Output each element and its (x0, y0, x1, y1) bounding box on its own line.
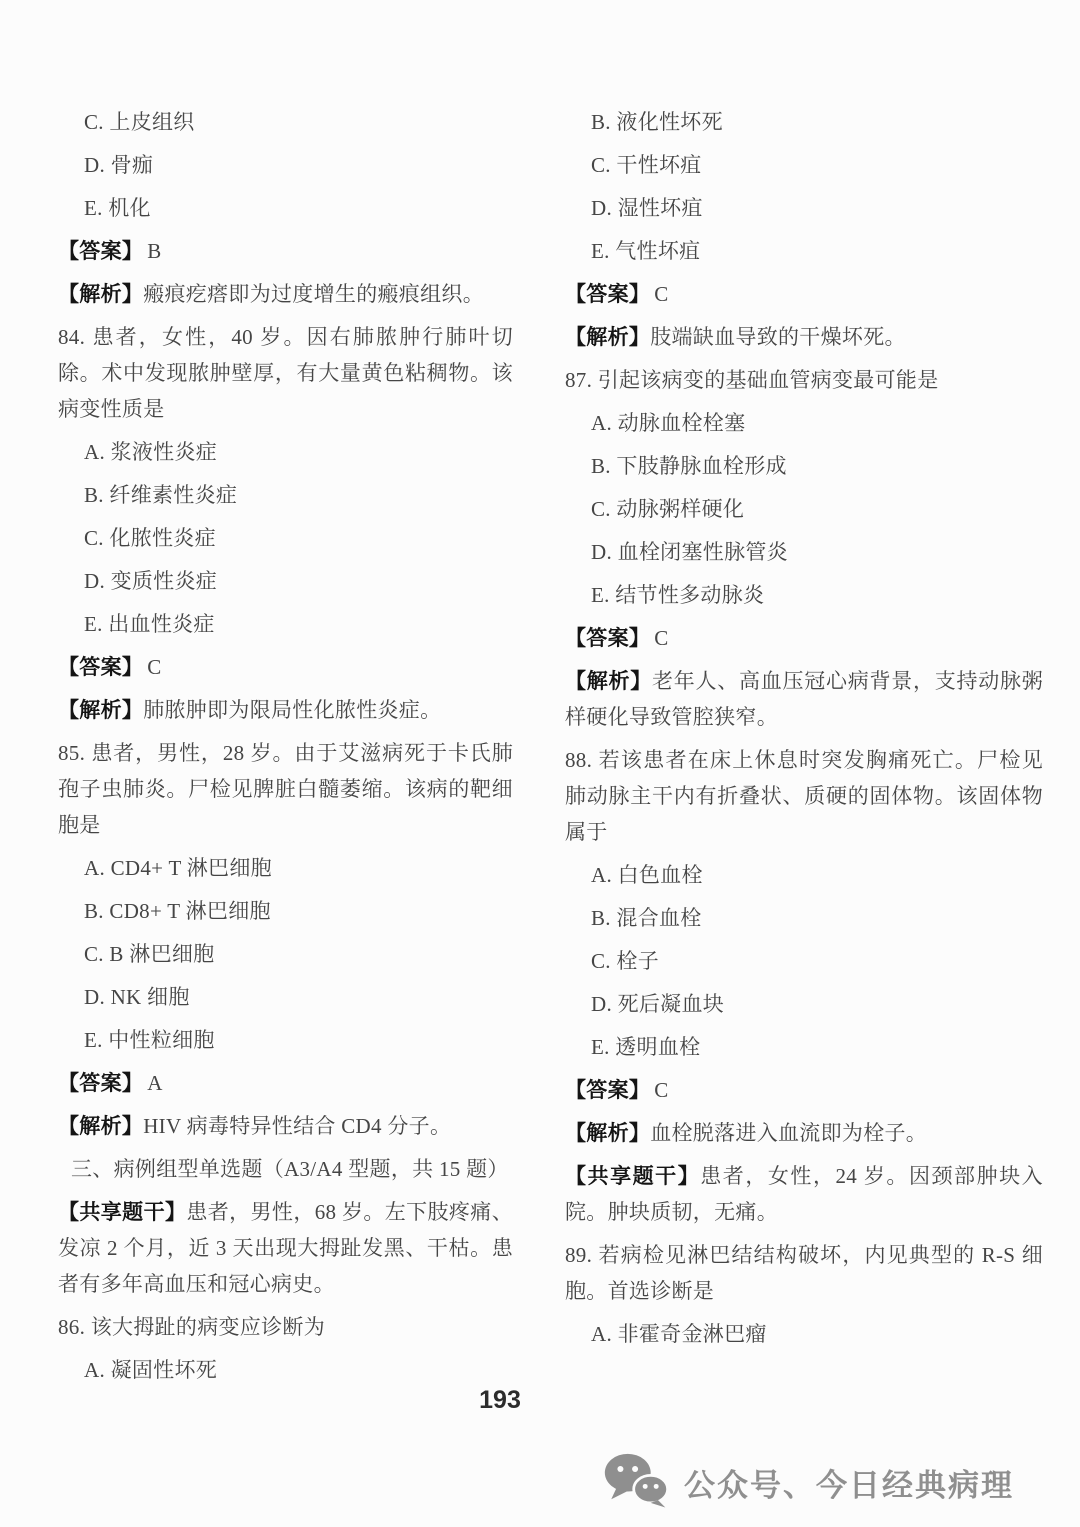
analysis (565, 663, 1043, 735)
question: 87. 引起该病变的基础血管病变最可能是 (565, 368, 939, 392)
answer-line (58, 233, 513, 269)
option: B. 混合血栓 (591, 906, 702, 930)
option: E. 透明血栓 (591, 1035, 701, 1059)
answer-value: C (654, 626, 669, 650)
answer-label: 【答案】 (565, 1078, 651, 1102)
option: C. B 淋巴细胞 (84, 942, 215, 966)
option: E. 机化 (84, 196, 151, 220)
analysis (58, 692, 513, 728)
option: D. NK 细胞 (84, 985, 190, 1009)
answer-line (58, 1065, 513, 1101)
answer-value: C (654, 282, 669, 306)
analysis-text: 肢端缺血导致的干燥坏死。 (650, 325, 906, 349)
option: B. CD8+ T 淋巴细胞 (84, 899, 271, 923)
question: 89. 若病检见淋巴结结构破坏，内见典型的 R-S 细胞。首选诊断是 (565, 1243, 1043, 1303)
shared-stem (58, 1194, 513, 1302)
analysis (58, 1108, 513, 1144)
option: A. 凝固性坏死 (84, 1358, 218, 1382)
analysis-text: HIV 病毒特异性结合 CD4 分子。 (143, 1114, 452, 1138)
left-column (58, 104, 513, 1388)
answer-line (58, 649, 513, 685)
analysis (565, 1115, 1043, 1151)
answer-value: B (147, 239, 162, 263)
answer-line (565, 276, 1043, 312)
option: D. 湿性坏疽 (591, 196, 703, 220)
option: E. 气性坏疽 (591, 239, 701, 263)
page-number: 193 (479, 1386, 521, 1414)
analysis-text: 肺脓肿即为限局性化脓性炎症。 (143, 698, 442, 722)
right-column (565, 104, 1043, 1388)
stem-text: 患者，女性，24 岁。因颈部肿块入院。肿块质韧，无痛。 (565, 1164, 1043, 1224)
option: B. 液化性坏死 (591, 110, 723, 134)
brand-text: 公众号、今日经典病理 (684, 1468, 1014, 1503)
analysis (58, 276, 513, 312)
page-content (58, 104, 1043, 1388)
option: C. 干性坏疽 (591, 153, 702, 177)
option: D. 死后凝血块 (591, 992, 725, 1016)
option: A. 非霍奇金淋巴瘤 (591, 1322, 767, 1346)
analysis-label: 【解析】 (58, 1114, 144, 1138)
answer-value: C (147, 655, 162, 679)
analysis-text: 瘢痕疙瘩即为过度增生的瘢痕组织。 (143, 282, 485, 306)
answer-label: 【答案】 (58, 655, 144, 679)
analysis (565, 319, 1043, 355)
answer-line (565, 1072, 1043, 1108)
analysis-text: 血栓脱落进入血流即为栓子。 (650, 1121, 928, 1145)
option: C. 栓子 (591, 949, 660, 973)
option: A. CD4+ T 淋巴细胞 (84, 856, 272, 880)
wechat-icon (603, 1452, 669, 1513)
analysis-label: 【解析】 (58, 698, 144, 722)
option: B. 纤维素性炎症 (84, 483, 238, 507)
option: A. 浆液性炎症 (84, 440, 218, 464)
option: D. 血栓闭塞性脉管炎 (591, 540, 788, 564)
option: C. 上皮组织 (84, 110, 195, 134)
answer-label: 【答案】 (58, 1071, 144, 1095)
option: D. 变质性炎症 (84, 569, 218, 593)
stem-label: 【共享题干】 (565, 1164, 701, 1188)
analysis-label: 【解析】 (565, 1121, 651, 1145)
shared-stem (565, 1158, 1043, 1230)
answer-line (565, 620, 1043, 656)
question: 88. 若该患者在床上休息时突发胸痛死亡。尸检见肺动脉主干内有折叠状、质硬的固体物。该固体物属于 (565, 748, 1043, 844)
question: 85. 患者，男性，28 岁。由于艾滋病死于卡氏肺孢子虫肺炎。尸检见脾脏白髓萎缩。该病的靶细胞是 (58, 741, 513, 837)
answer-label: 【答案】 (58, 239, 144, 263)
analysis-text: 老年人、高血压冠心病背景，支持动脉粥样硬化导致管腔狭窄。 (565, 669, 1044, 729)
analysis-label: 【解析】 (58, 282, 144, 306)
option: A. 动脉血栓栓塞 (591, 411, 746, 435)
option: E. 中性粒细胞 (84, 1028, 215, 1052)
analysis-label: 【解析】 (565, 669, 652, 693)
answer-label: 【答案】 (565, 282, 651, 306)
analysis-label: 【解析】 (565, 325, 651, 349)
question: 84. 患者，女性，40 岁。因右肺脓肿行肺叶切除。术中发现脓肿壁厚，有大量黄色粘稠物。该病变性质是 (58, 325, 513, 421)
answer-value: A (147, 1071, 163, 1095)
wechat-watermark (603, 1452, 1014, 1513)
option: B. 下肢静脉血栓形成 (591, 454, 787, 478)
option: E. 出血性炎症 (84, 612, 215, 636)
stem-label: 【共享题干】 (58, 1200, 187, 1224)
option: E. 结节性多动脉炎 (591, 583, 765, 607)
question: 86. 该大拇趾的病变应诊断为 (58, 1315, 325, 1339)
section-heading: 三、病例组型单选题（A3/A4 型题，共 15 题） (71, 1157, 509, 1181)
option: D. 骨痂 (84, 153, 154, 177)
option: C. 动脉粥样硬化 (591, 497, 745, 521)
answer-value: C (654, 1078, 669, 1102)
option: C. 化脓性炎症 (84, 526, 216, 550)
option: A. 白色血栓 (591, 863, 703, 887)
answer-label: 【答案】 (565, 626, 651, 650)
stem-text: 患者，男性，68 岁。左下肢疼痛、发凉 2 个月，近 3 天出现大拇趾发黑、干枯。患者有多年高血压和冠心病史。 (58, 1200, 513, 1296)
